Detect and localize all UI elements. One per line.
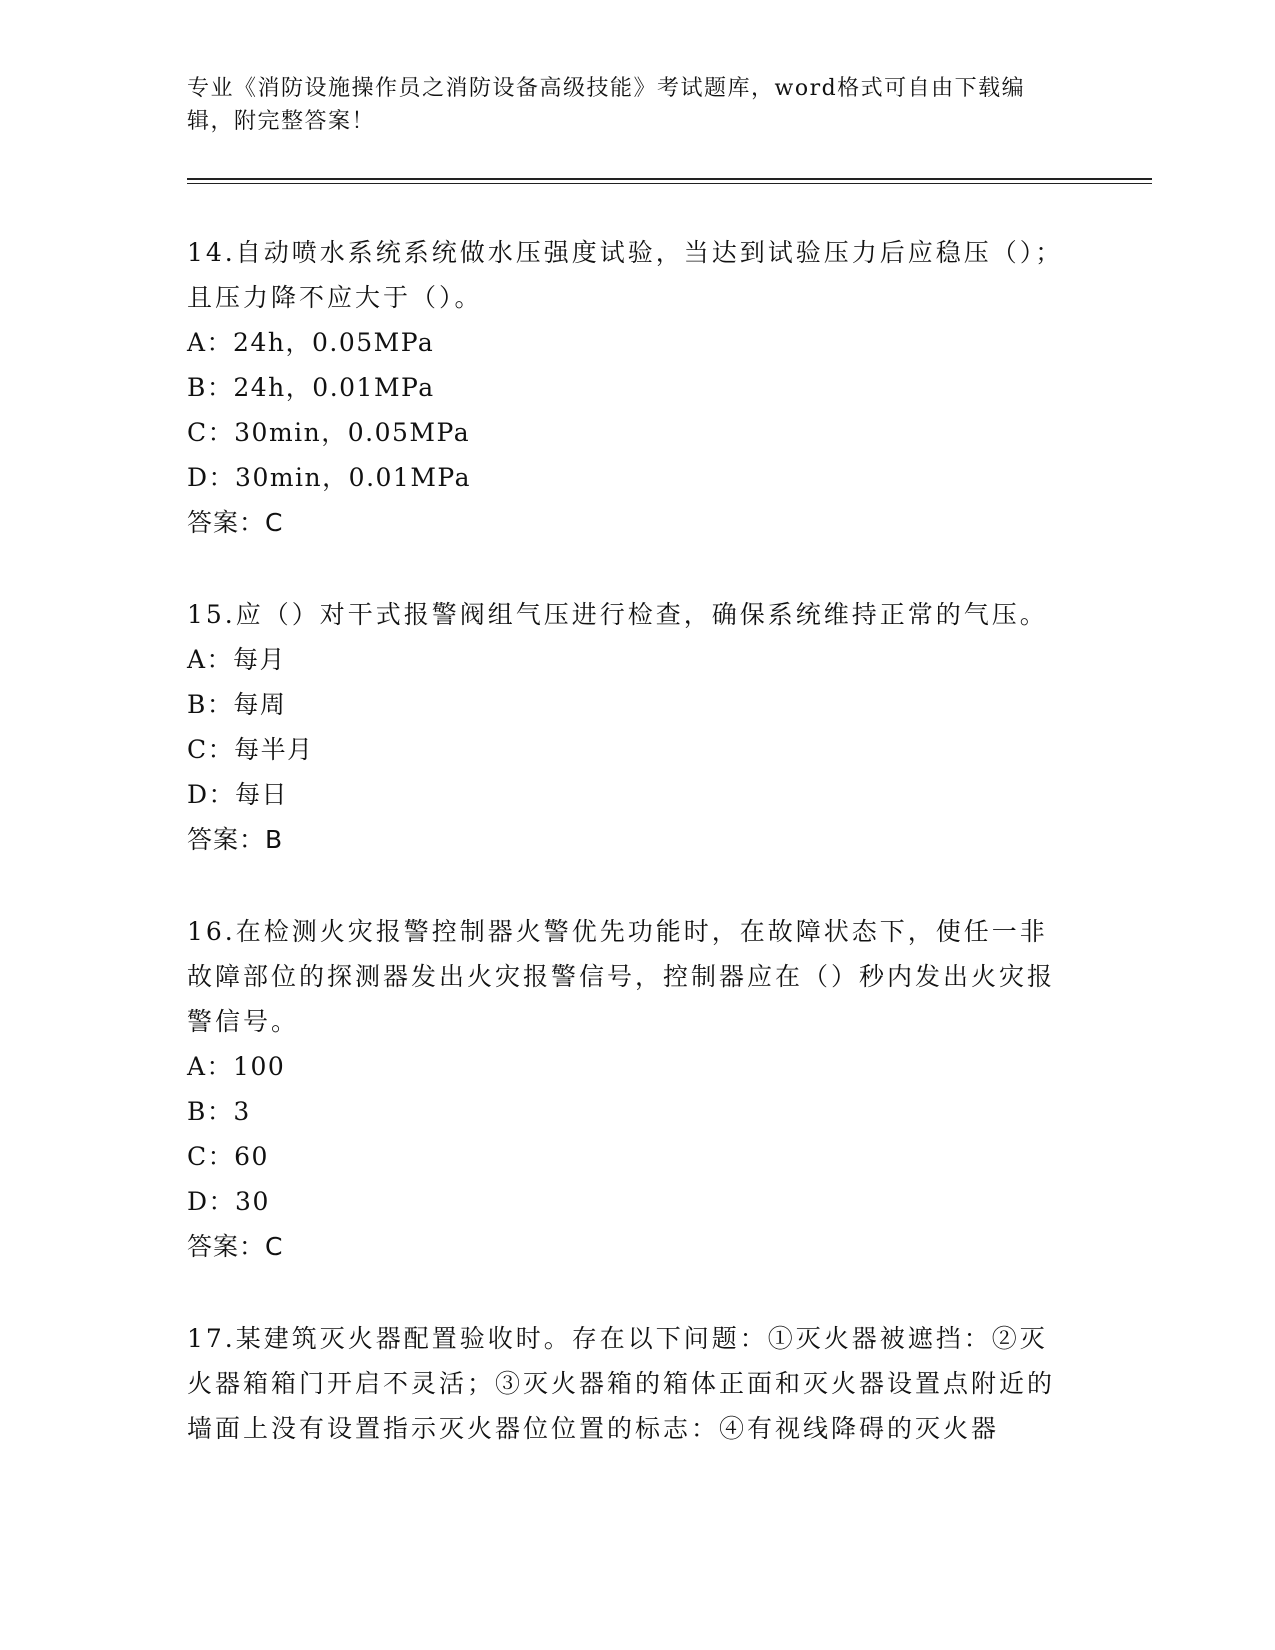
- option-c: C：30min，0.05MPa: [187, 418, 471, 447]
- question-spacer: [187, 545, 1067, 592]
- answer-line: 答案：B: [187, 825, 284, 854]
- question-stem: 15.应（）对干式报警阀组气压进行检查，确保系统维持正常的气压。: [187, 600, 1048, 629]
- answer-line: 答案：C: [187, 508, 284, 537]
- header-divider-thick: [187, 178, 1152, 180]
- answer-line: 答案：C: [187, 1232, 284, 1261]
- option-c: C：每半月: [187, 735, 314, 764]
- document-header: 专业《消防设施操作员之消防设备高级技能》考试题库，word格式可自由下载编辑，附完整答案！: [187, 76, 1026, 134]
- question-stem: 14.自动喷水系统系统做水压强度试验，当达到试验压力后应稳压（）；且压力降不应大于（）。: [187, 238, 1064, 312]
- option-d: D：30: [187, 1187, 270, 1216]
- option-c: C：60: [187, 1142, 269, 1171]
- question-stem: 16.在检测火灾报警控制器火警优先功能时，在故障状态下，使任一非故障部位的探测器发出火灾报警信号，控制器应在（）秒内发出火灾报警信号。: [187, 917, 1056, 1036]
- option-d: D：每日: [187, 780, 289, 809]
- option-b: B：24h，0.01MPa: [187, 373, 435, 402]
- option-b: B：每周: [187, 690, 287, 719]
- option-a: A：24h，0.05MPa: [187, 328, 435, 357]
- question-spacer: [187, 1269, 1067, 1316]
- question-17: [187, 1316, 1067, 1451]
- option-d: D：30min，0.01MPa: [187, 463, 472, 492]
- option-b: B：3: [187, 1097, 251, 1126]
- option-a: A：100: [187, 1052, 286, 1081]
- question-15: [187, 592, 1067, 862]
- question-list: [187, 230, 1067, 1451]
- question-spacer: [187, 862, 1067, 909]
- question-stem: 17.某建筑灭火器配置验收时。存在以下问题：①灭火器被遮挡：②灭火器箱箱门开启不灵活；③灭火器箱的箱体正面和灭火器设置点附近的墙面上没有设置指示灭火器位位置的标志：④有视线降碍的灭火器: [187, 1324, 1056, 1443]
- question-16: [187, 909, 1067, 1269]
- option-a: A：每月: [187, 645, 287, 674]
- header-divider-thin: [187, 183, 1152, 184]
- question-14: [187, 230, 1067, 545]
